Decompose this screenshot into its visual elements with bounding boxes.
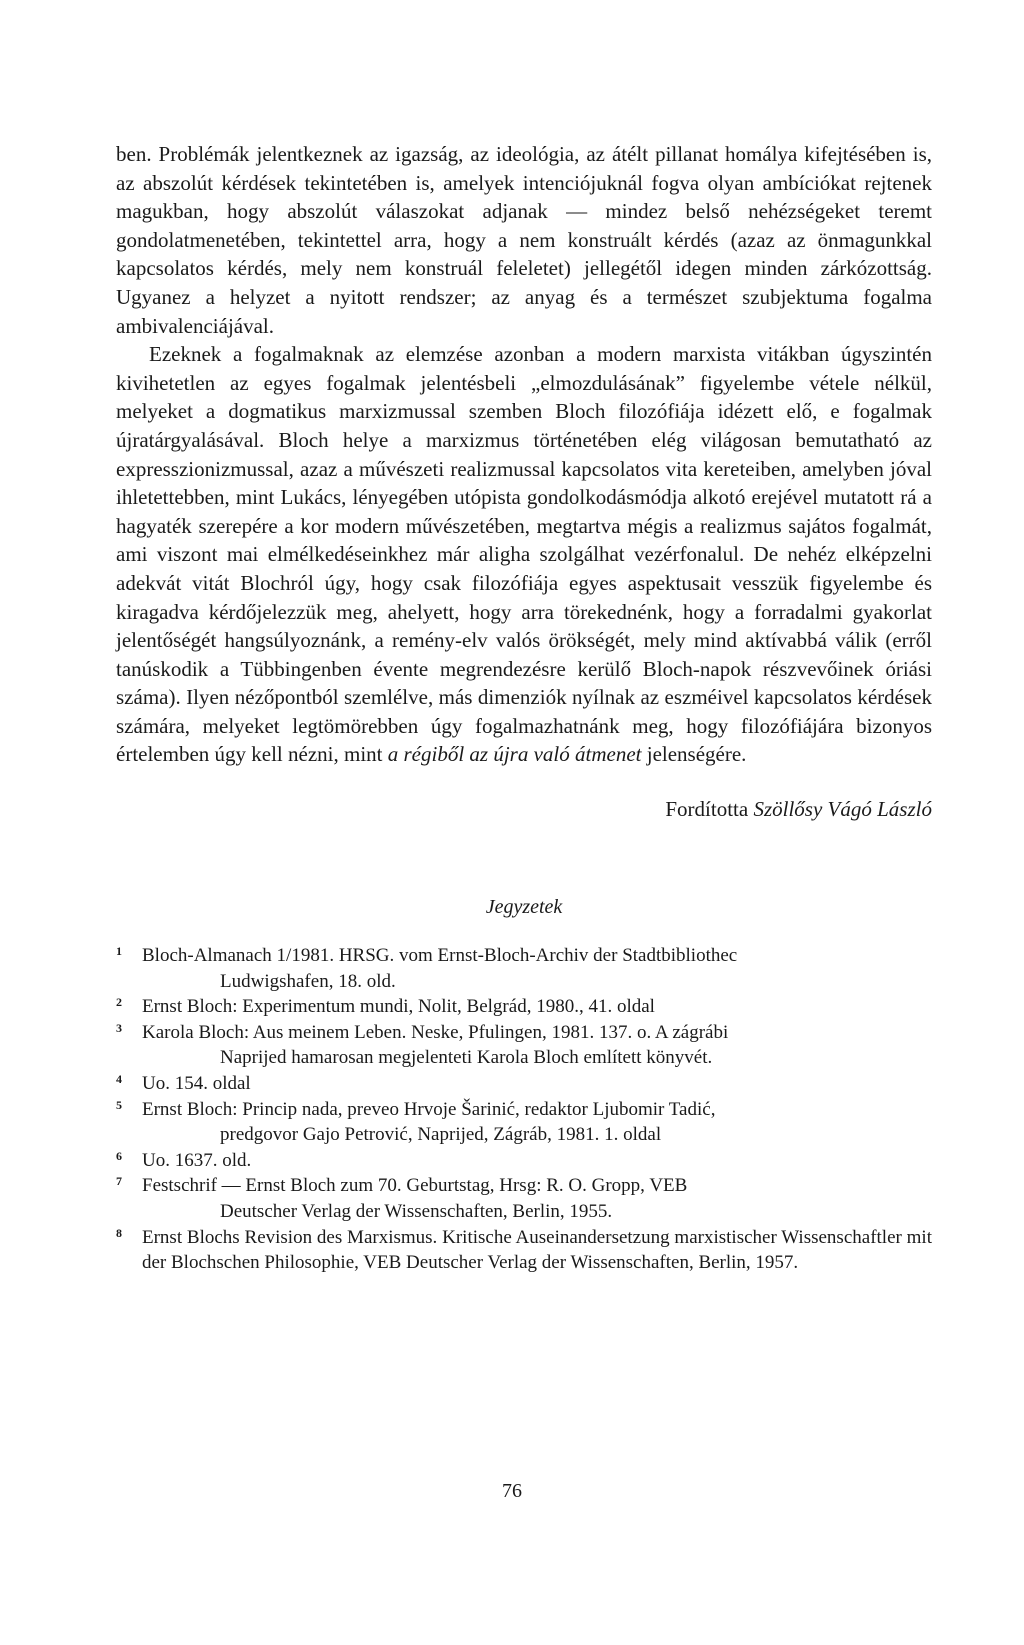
paragraph-2-text: Ezeknek a fogalmaknak az elemzése azonban a modern marxista vitákban úgyszintén kivihetetlen az egyes fogalmak jelentésbeli „elmozdulásának” figyelembe vétele nélkül, melyeket a dogmatikus marxizmussal szemben Bloch filozófiája idézett elő, e fogalmak újratárgyalásával. Bloch helye a marxizmus történetében elég világosan bemutatható az expresszionizmussal, azaz a művészeti realizmussal kapcsolatos vita kereteiben, amelyben jóval ihletettebben, mint Lukács, lényegében utópista gondolkodásmódja alkotó erejével mutatott rá a hagyaték szerepére a kor modern művészetében, megtartva mégis a realizmus sajátos fogalmát, ami viszont mai elmélkedéseinkhez már aligha szolgálhat vezérfonalul. De nehéz elképzelni adekvát vitát Blochról úgy, hogy csak filozófiája egyes aspektusait vesszük figyelembe és kiragadva kérdőjelezzük meg, ahelyett, hogy arra törekednénk, hogy a forradalmi gyakorlat jelentőségét hangsúlyoznánk, a remény-elv valós örökségét, mely mind aktívabbá válik (erről tanúskodik a Tübbingenben évente megrendezésre kerülő Bloch-napok részvevőinek óriási száma). Ilyen nézőpontból szemlélve, más dimenziók nyílnak az eszméivel kapcsolatos kérdések számára, melyeket legtömörebben úgy fogalmazhatnánk meg, hogy filozófiájára bizonyos értelemben úgy kell nézni, mint bbox=[116, 342, 932, 767]
note-text: Festschrif — Ernst Bloch zum 70. Geburtstag, Hrsg: R. O. Gropp, VEB bbox=[142, 1175, 688, 1197]
note-item bbox=[116, 994, 932, 1020]
note-item bbox=[116, 1173, 932, 1224]
note-text: Uo. 1637. old. bbox=[142, 1149, 252, 1171]
note-item bbox=[116, 1020, 932, 1071]
notes-list bbox=[116, 943, 932, 1276]
page-number: 76 bbox=[502, 1480, 522, 1502]
note-number: 7 bbox=[116, 1174, 122, 1189]
note-item bbox=[116, 943, 932, 994]
note-number: 2 bbox=[116, 995, 122, 1010]
note-continuation: predgovor Gajo Petrović, Naprijed, Zágráb, 1981. 1. oldal bbox=[220, 1124, 662, 1146]
note-text: Ernst Bloch: Experimentum mundi, Nolit, Belgrád, 1980., 41. oldal bbox=[142, 996, 655, 1018]
note-continuation: Deutscher Verlag der Wissenschaften, Berlin, 1955. bbox=[220, 1201, 613, 1222]
note-continuation: Naprijed hamarosan megjelenteti Karola Bloch említett könyvét. bbox=[220, 1047, 713, 1069]
paragraph-2-tail: jelenségére. bbox=[641, 742, 747, 767]
notes-title: Jegyzetek bbox=[485, 896, 563, 919]
note-item bbox=[116, 1097, 932, 1148]
translator-name: Szöllősy Vágó László bbox=[753, 797, 932, 822]
translator-prefix: Fordította bbox=[665, 797, 749, 822]
translator-credit bbox=[116, 797, 932, 822]
note-number: 8 bbox=[116, 1225, 122, 1240]
note-item bbox=[116, 1071, 932, 1097]
note-number: 1 bbox=[116, 944, 122, 959]
note-number: 3 bbox=[116, 1020, 122, 1035]
note-text: Uo. 154. oldal bbox=[142, 1073, 251, 1095]
note-item bbox=[116, 1148, 932, 1174]
note-text: Ernst Blochs Revision des Marxismus. Kritische Auseinandersetzung marxistischer Wissenschaftler mit der Blochschen Philosophie, VEB Deutscher Verlag der Wissenschaften, Berlin, 1957. bbox=[142, 1226, 932, 1274]
note-item bbox=[116, 1225, 932, 1276]
note-number: 5 bbox=[116, 1097, 122, 1112]
note-text: Bloch-Almanach 1/1981. HRSG. vom Ernst-Bloch-Archiv der Stadtbibliothec bbox=[142, 945, 738, 967]
note-text: Karola Bloch: Aus meinem Leben. Neske, Pfulingen, 1981. 137. o. A zágrábi bbox=[142, 1021, 729, 1043]
note-continuation: Ludwigshafen, 18. old. bbox=[220, 970, 396, 992]
note-number: 6 bbox=[116, 1148, 122, 1163]
paragraph-1: ben. Problémák jelentkeznek az igazság, az ideológia, az átélt pillanat homálya kifejtésében is, az abszolút kérdések tekintetében is, amelyek intenciójuknál fogva olyan ambíciókat rejtenek magukban, hogy abszolút válaszokat adjanak — mindez belső nehézségeket teremt gondolatmenetében, tekintettel arra, hogy a nem konstruált kérdés (azaz az önmagunkkal kapcsolatos kérdés, mely nem konstruál feleletet) jellegétől idegen minden zárkózottság. Ugyanez a helyzet a nyitott rendszer; az anyag és a természet szubjektuma fogalma ambivalenciájával. bbox=[116, 142, 932, 338]
page-body bbox=[116, 140, 932, 1276]
paragraph-2-emphasis: a régiből az újra való átmenet bbox=[387, 742, 642, 767]
note-text: Ernst Bloch: Princip nada, preveo Hrvoje Šarinić, redaktor Ljubomir Tadić, bbox=[142, 1098, 716, 1120]
note-number: 4 bbox=[116, 1072, 122, 1087]
paragraph-2 bbox=[116, 340, 932, 769]
